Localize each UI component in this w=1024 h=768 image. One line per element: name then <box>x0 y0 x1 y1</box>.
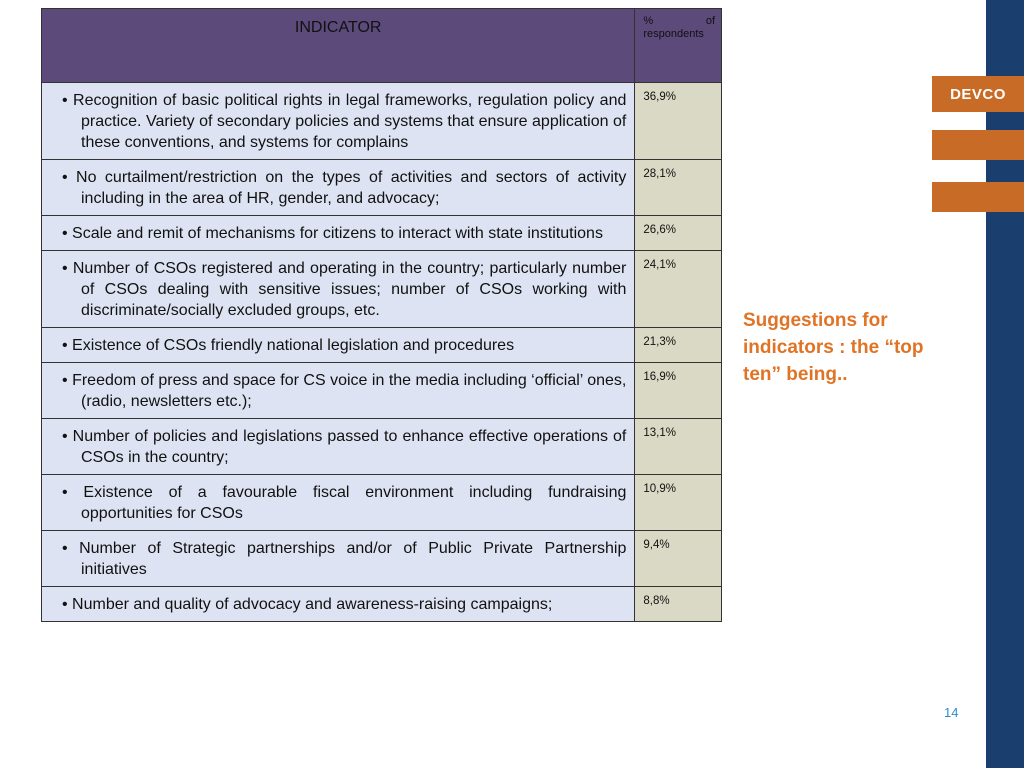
indicator-text: • Recognition of basic political rights in legal frameworks, regulation policy and practice. Variety of secondary policies and systems that ensure application of these conventions, and systems for complains <box>62 92 627 151</box>
percent-cell: 16,9% <box>635 363 722 419</box>
indicator-table <box>41 8 722 622</box>
table-row <box>42 160 722 216</box>
devco-label-bar <box>932 76 1024 112</box>
indicator-cell <box>42 83 635 160</box>
orange-accent-bar <box>932 182 1024 212</box>
orange-accent-bar <box>932 130 1024 160</box>
header-percent: % of respondents <box>635 9 722 83</box>
indicator-cell <box>42 251 635 328</box>
indicator-text: • Number and quality of advocacy and awareness-raising campaigns; <box>62 596 553 613</box>
percent-cell: 24,1% <box>635 251 722 328</box>
percent-cell: 9,4% <box>635 531 722 587</box>
table-row <box>42 83 722 160</box>
table-row <box>42 251 722 328</box>
percent-cell: 8,8% <box>635 587 722 622</box>
table-row <box>42 328 722 363</box>
percent-cell: 36,9% <box>635 83 722 160</box>
percent-cell: 10,9% <box>635 475 722 531</box>
indicator-cell <box>42 328 635 363</box>
table-row <box>42 419 722 475</box>
table-row <box>42 363 722 419</box>
page-number: 14 <box>944 705 959 720</box>
percent-cell: 26,6% <box>635 216 722 251</box>
table-row <box>42 216 722 251</box>
devco-label: DEVCO <box>950 85 1006 103</box>
indicator-text: • Number of policies and legislations passed to enhance effective operations of CSOs in the country; <box>62 428 627 466</box>
table-row <box>42 587 722 622</box>
table-row <box>42 531 722 587</box>
indicator-cell <box>42 363 635 419</box>
percent-cell: 13,1% <box>635 419 722 475</box>
indicator-cell <box>42 531 635 587</box>
right-blue-stripe <box>986 0 1024 768</box>
indicator-text: • Number of CSOs registered and operating in the country; particularly number of CSOs dealing with sensitive issues; number of CSOs working with discriminate/socially excluded groups, etc. <box>62 260 627 319</box>
indicator-cell <box>42 475 635 531</box>
indicator-text: • Number of Strategic partnerships and/or of Public Private Partnership initiatives <box>62 540 627 578</box>
indicator-text: • Freedom of press and space for CS voice in the media including ‘official’ ones, (radio, newsletters etc.); <box>62 372 627 410</box>
suggestion-note: Suggestions for indicators : the “top ten” being.. <box>743 310 924 385</box>
indicator-text: • No curtailment/restriction on the types of activities and sectors of activity including in the area of HR, gender, and advocacy; <box>62 169 627 207</box>
indicator-cell <box>42 419 635 475</box>
indicator-cell <box>42 216 635 251</box>
indicator-text: • Existence of CSOs friendly national legislation and procedures <box>62 337 515 354</box>
percent-cell: 28,1% <box>635 160 722 216</box>
header-indicator: INDICATOR <box>42 9 635 83</box>
indicator-cell <box>42 587 635 622</box>
table-row <box>42 475 722 531</box>
indicator-cell <box>42 160 635 216</box>
indicator-text: • Scale and remit of mechanisms for citizens to interact with state institutions <box>62 225 603 242</box>
table-header-row <box>42 9 722 83</box>
percent-cell: 21,3% <box>635 328 722 363</box>
indicator-text: • Existence of a favourable fiscal environment including fundraising opportunities for CSOs <box>62 484 627 522</box>
